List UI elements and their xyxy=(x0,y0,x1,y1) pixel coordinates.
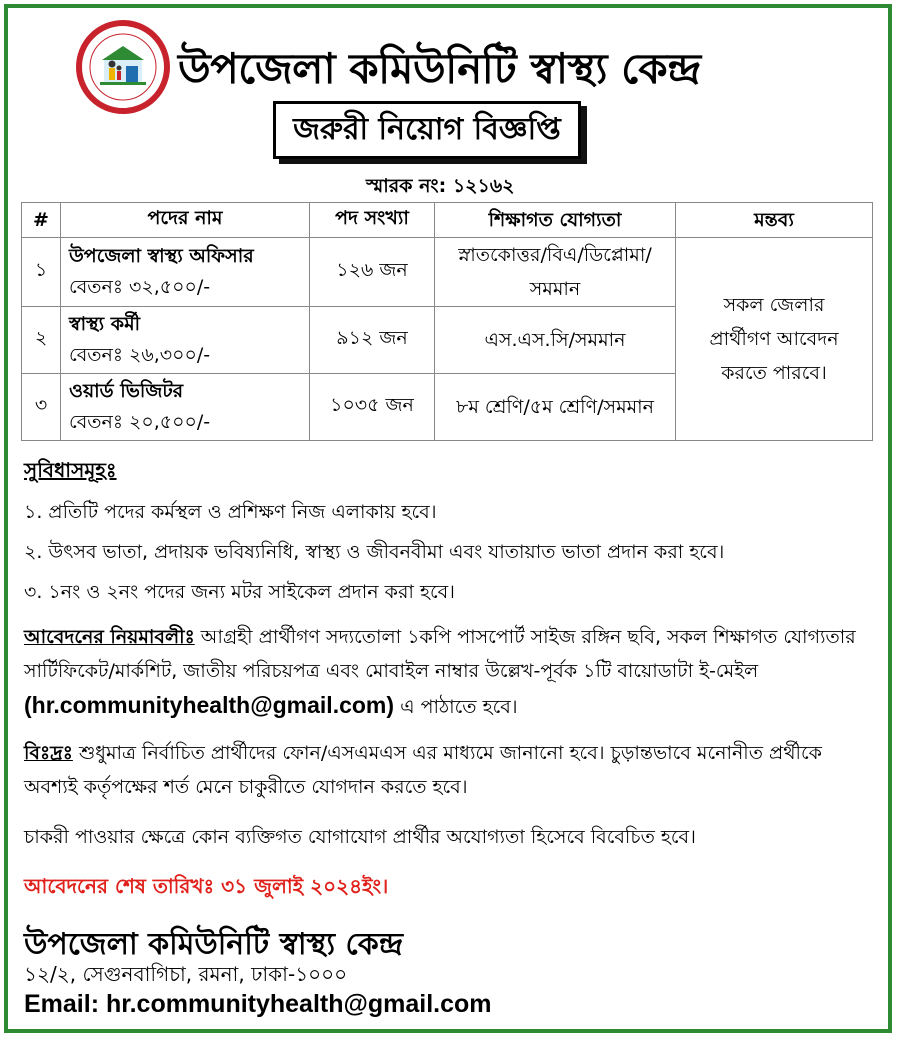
post-count: ১০৩৫ জন xyxy=(310,374,435,441)
posts-table xyxy=(21,202,873,441)
column-header-post-count: পদ সংখ্যা xyxy=(310,203,435,238)
benefit-item: ৩. ১নং ও ২নং পদের জন্য মটর সাইকেল প্রদান করা হবে। xyxy=(24,581,455,603)
post-salary: বেতনঃ ২৬,৩০০/- xyxy=(69,344,211,366)
row-number: ২ xyxy=(22,307,61,374)
column-header-qualification: শিক্ষাগত যোগ্যতা xyxy=(435,203,676,238)
note-paragraph xyxy=(24,736,876,804)
post-title: ওয়ার্ড ভিজিটর xyxy=(69,380,184,402)
post-qualification: ৮ম শ্রেণি/৫ম শ্রেণি/সমমান xyxy=(435,374,676,441)
post-salary: বেতনঃ ৩২,৫০০/- xyxy=(69,276,211,298)
post-title: স্বাস্থ্য কর্মী xyxy=(69,313,141,335)
post-title: উপজেলা স্বাস্থ্য অফিসার xyxy=(69,245,254,267)
notice-title: জরুরী নিয়োগ বিজ্ঞপ্তি xyxy=(273,101,581,159)
warning-text: চাকরী পাওয়ার ক্ষেত্রে কোন ব্যক্তিগত যোগাযোগ প্রার্থীর অযোগ্যতা হিসেবে বিবেচিত হবে। xyxy=(24,826,696,848)
community-clinic-logo xyxy=(76,20,170,114)
table-row xyxy=(22,238,873,307)
application-instructions xyxy=(24,620,876,724)
footer-address: ১২/২, সেগুনবাগিচা, রমনা, ঢাকা-১০০০ xyxy=(24,962,348,986)
benefit-item: ২. উৎসব ভাতা, প্রদায়ক ভবিষ্যনিধি, স্বাস্থ্য ও জীবনবীমা এবং যাতায়াত ভাতা প্রদান করা হবে। xyxy=(24,541,725,563)
application-email[interactable]: (hr.communityhealth@gmail.com) xyxy=(24,692,395,718)
post-cell xyxy=(61,238,310,307)
post-salary: বেতনঃ ২০,৫০০/- xyxy=(69,411,211,433)
remarks-text: সকল জেলার প্রার্থীগণ আবেদন করতে পারবে। xyxy=(709,294,839,384)
column-header-post-name: পদের নাম xyxy=(61,203,310,238)
benefit-item: ১. প্রতিটি পদের কর্মস্থল ও প্রশিক্ষণ নিজ এলাকায় হবে। xyxy=(24,501,437,523)
application-deadline: আবেদনের শেষ তারিখঃ ৩১ জুলাই ২০২৪ইং। xyxy=(24,874,389,898)
row-number: ১ xyxy=(22,238,61,307)
remarks-cell xyxy=(676,238,873,441)
application-text: আগ্রহী প্রার্থীগণ সদ্যতোলা ১কপি পাসপোর্ট সাইজ রঙ্গিন ছবি, সকল শিক্ষাগত যোগ্যতার সার্টিফিকেট/মার্কশিট, জাতীয় পরিচয়পত্র এবং মোবাইল নাম্বার উল্লেখ-পূর্বক ১টি বায়োডাটা ই-মেইল xyxy=(24,626,856,682)
note-label: বিঃদ্রঃ xyxy=(24,742,73,764)
post-qualification: স্নাতকোত্তর/বিএ/ডিপ্লোমা/সমমান xyxy=(435,238,676,307)
post-cell xyxy=(61,374,310,441)
memo-number: স্মারক নং: ১২১৬২ xyxy=(366,175,515,197)
benefits-heading: সুবিধাসমূহঃ xyxy=(24,458,117,482)
post-cell xyxy=(61,307,310,374)
column-header-remarks: মন্তব্য xyxy=(676,203,873,238)
organization-title: উপজেলা কমিউনিটি স্বাস্থ্য কেন্দ্র xyxy=(178,44,701,93)
post-count: ৯১২ জন xyxy=(310,307,435,374)
column-header-number: # xyxy=(22,203,61,238)
application-label: আবেদনের নিয়মাবলীঃ xyxy=(24,626,195,648)
footer-organization: উপজেলা কমিউনিটি স্বাস্থ্য কেন্দ্র xyxy=(24,927,403,962)
post-count: ১২৬ জন xyxy=(310,238,435,307)
row-number: ৩ xyxy=(22,374,61,441)
table-header-row xyxy=(22,203,873,238)
footer-email[interactable]: Email: hr.communityhealth@gmail.com xyxy=(24,990,492,1018)
post-qualification: এস.এস.সি/সমমান xyxy=(435,307,676,374)
note-text: শুধুমাত্র নির্বাচিত প্রার্থীদের ফোন/এসএমএস এর মাধ্যমে জানানো হবে। চুড়ান্তভাবে মনোনীত প্রর্থীকে অবশ্যই কর্তৃপক্ষের শর্ত মেনে চাকুরীতে যোগদান করতে হবে। xyxy=(24,742,822,798)
application-text-end: এ পাঠাতে হবে। xyxy=(400,696,518,718)
